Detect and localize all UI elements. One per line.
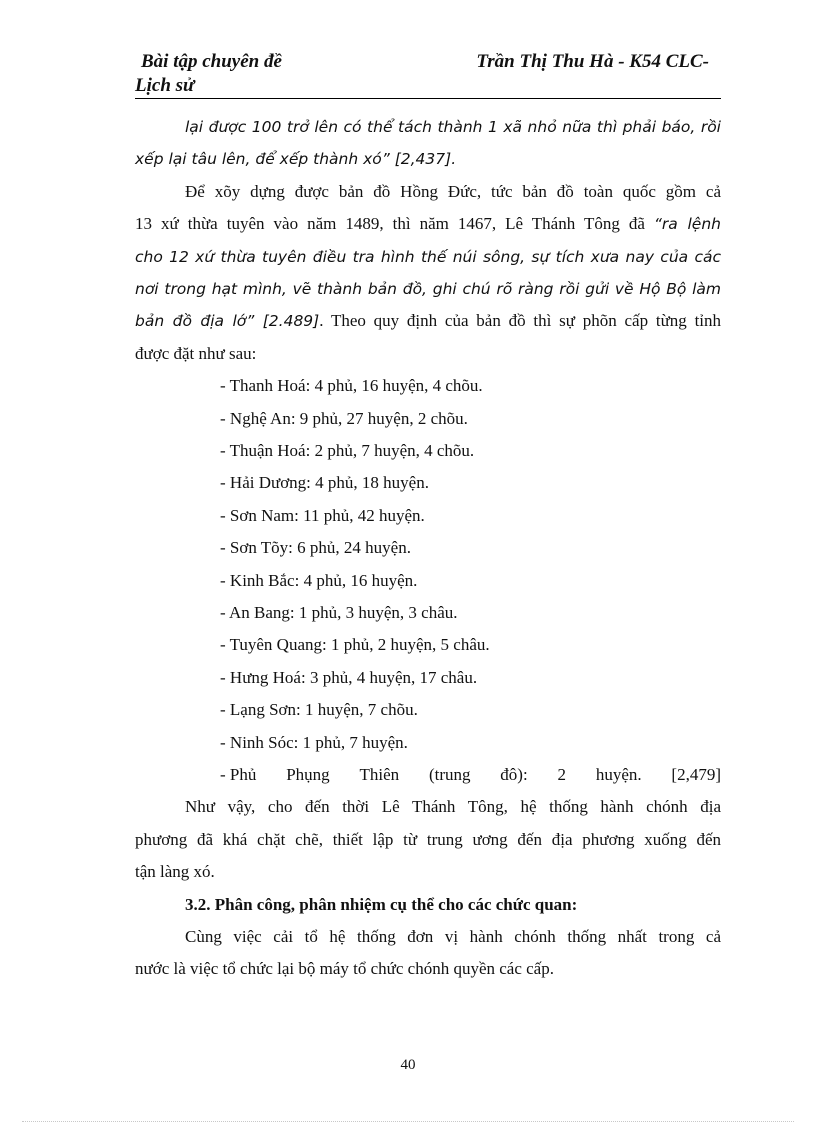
list-item: - Thuận Hoá: 2 phủ, 7 huyện, 4 chõu. [220, 441, 475, 461]
list-item: - Hải Dương: 4 phủ, 18 huyện. [220, 473, 429, 493]
word: huyện. [595, 764, 642, 784]
list-item: - An Bang: 1 phủ, 3 huyện, 3 châu. [220, 602, 458, 622]
page-header [135, 50, 721, 99]
list-item: - Sơn Tõy: 6 phủ, 24 huyện. [220, 538, 411, 558]
paragraph-line [135, 305, 721, 337]
list-item-last [220, 759, 721, 791]
document-body [135, 111, 721, 986]
header-author: Trần Thị Thu Hà - K54 CLC- [476, 51, 709, 72]
paragraph-line: được đặt như sau: [135, 343, 257, 363]
quote-line: cho 12 xứ thừa tuyên điều tra hình thế núi sông, sự tích xưa nay của các [135, 247, 721, 266]
list-item: - Hưng Hoá: 3 phủ, 4 huyện, 17 châu. [220, 667, 478, 687]
list-item: - Sơn Nam: 11 phủ, 42 huyện. [220, 505, 425, 525]
paragraph-line: nước là việc tổ chức lại bộ máy tổ chức chónh quyền các cấp. [135, 959, 554, 979]
section-heading: 3.2. Phân công, phân nhiệm cụ thể cho các chức quan: [185, 894, 578, 914]
list-item: - Kinh Bắc: 4 phủ, 16 huyện. [220, 570, 418, 590]
quote-line: xếp lại tâu lên, để xếp thành xó” [2,437]. [135, 150, 457, 169]
word: Thiên [359, 764, 400, 784]
paragraph-line: Cùng việc cải tổ hệ thống đơn vị hành chónh thống nhất trong cả [185, 926, 721, 946]
paragraph-text: 13 xứ thừa tuyên vào năm 1489, thì năm 1467, Lê Thánh Tông đã [135, 214, 654, 234]
paragraph-line: Như vậy, cho đến thời Lê Thánh Tông, hệ thống hành chónh địa [185, 797, 721, 817]
citation: [2,479] [671, 764, 721, 784]
list-item: - Tuyên Quang: 1 phủ, 2 huyện, 5 châu. [220, 635, 490, 655]
list-item: - Thanh Hoá: 4 phủ, 16 huyện, 4 chõu. [220, 376, 483, 396]
quote-text: “ra lệnh [653, 215, 721, 234]
word: (trung [428, 764, 471, 784]
header-course-title: Bài tập chuyên đề [141, 51, 282, 72]
page-bottom-divider [22, 1121, 794, 1122]
paragraph-line: tận làng xó. [135, 862, 215, 882]
paragraph-text: . Theo quy định của bản đồ thì sự phõn cấp từng tỉnh [319, 311, 722, 331]
paragraph-line: phương đã khá chặt chẽ, thiết lập từ trung ương đến địa phương xuống đến [135, 829, 721, 849]
paragraph-line [135, 208, 721, 240]
quote-line: nơi trong hạt mình, vẽ thành bản đồ, ghi chú rõ ràng rồi gửi về Hộ Bộ làm [135, 280, 721, 299]
word: Phụng [286, 764, 330, 784]
quote-text: bản đồ địa lớ” [2.489] [135, 312, 320, 331]
page-number: 40 [400, 1057, 416, 1073]
list-item: - Nghệ An: 9 phủ, 27 huyện, 2 chõu. [220, 408, 468, 428]
quote-line: lại được 100 trở lên có thể tách thành 1 xã nhỏ nữa thì phải báo, rồi [185, 118, 721, 136]
word: đô): [500, 764, 528, 784]
word: - Phủ [220, 764, 257, 784]
list-item: - Ninh Sóc: 1 phủ, 7 huyện. [220, 732, 408, 752]
header-course-subject: Lịch sử [135, 75, 195, 96]
word: 2 [557, 764, 566, 784]
paragraph-line: Để xõy dựng được bản đồ Hồng Đức, tức bản đồ toàn quốc gồm cả [185, 181, 721, 201]
list-item: - Lạng Sơn: 1 huyện, 7 chõu. [220, 700, 418, 720]
region-list [135, 370, 721, 791]
